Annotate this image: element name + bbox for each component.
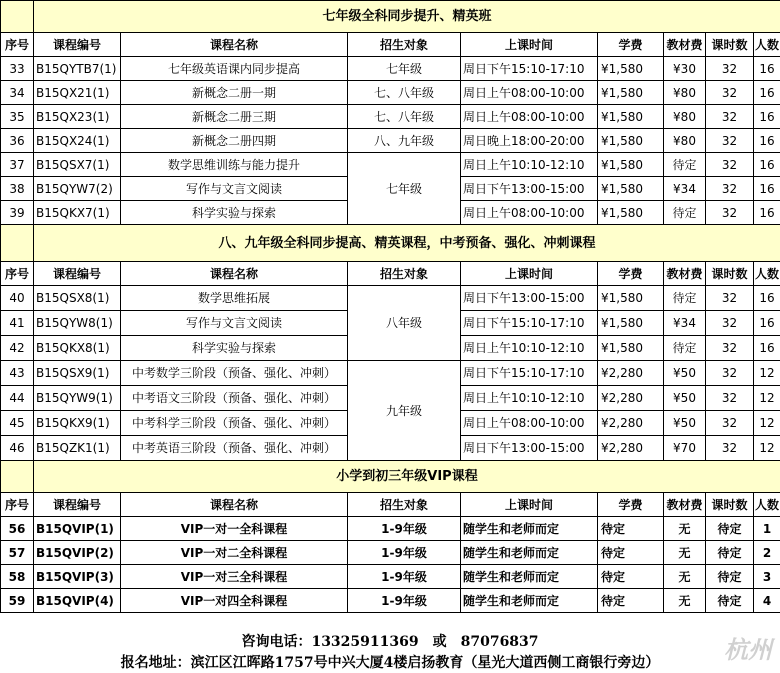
cell-time: 周日下午15:10-17:10 bbox=[461, 311, 598, 336]
cell-material: ¥50 bbox=[664, 386, 706, 411]
table-row bbox=[1, 286, 780, 311]
header-people: 人数 bbox=[754, 33, 780, 57]
cell-material: 无 bbox=[664, 517, 706, 541]
cell-code: B15QKX8(1) bbox=[34, 336, 121, 361]
cell-code: B15QYTB7(1) bbox=[34, 57, 121, 81]
header-material: 教材费 bbox=[664, 493, 706, 517]
cell-people: 1 bbox=[754, 517, 780, 541]
cell-time: 随学生和老师而定 bbox=[461, 589, 598, 613]
cell-target: 八年级 bbox=[348, 286, 461, 361]
header-target: 招生对象 bbox=[348, 33, 461, 57]
header-material: 教材费 bbox=[664, 33, 706, 57]
section-title-row bbox=[1, 1, 780, 33]
cell-hours: 32 bbox=[706, 286, 754, 311]
cell-fee: ¥1,580 bbox=[598, 201, 664, 225]
cell-material: ¥50 bbox=[664, 361, 706, 386]
cell-fee: ¥1,580 bbox=[598, 311, 664, 336]
cell-name: 新概念二册三期 bbox=[121, 105, 348, 129]
cell-time: 周日下午13:00-15:00 bbox=[461, 436, 598, 461]
cell-target: 1-9年级 bbox=[348, 541, 461, 565]
cell-time: 周日上午08:00-10:00 bbox=[461, 411, 598, 436]
cell-time: 周日下午15:10-17:10 bbox=[461, 57, 598, 81]
cell-code: B15QYW7(2) bbox=[34, 177, 121, 201]
cell-target: 1-9年级 bbox=[348, 517, 461, 541]
cell-hours: 待定 bbox=[706, 565, 754, 589]
cell-people: 16 bbox=[754, 57, 780, 81]
watermark-logo: 杭州 bbox=[724, 636, 772, 664]
section-title: 小学到初三年级VIP课程 bbox=[34, 461, 780, 493]
cell-time: 周日下午13:00-15:00 bbox=[461, 177, 598, 201]
header-time: 上课时间 bbox=[461, 262, 598, 286]
cell-fee: ¥1,580 bbox=[598, 129, 664, 153]
cell-fee: ¥1,580 bbox=[598, 153, 664, 177]
cell-material: ¥34 bbox=[664, 177, 706, 201]
table-row bbox=[1, 153, 780, 177]
cell-time: 周日上午08:00-10:00 bbox=[461, 105, 598, 129]
header-people: 人数 bbox=[754, 493, 780, 517]
header-no: 序号 bbox=[1, 33, 34, 57]
header-code: 课程编号 bbox=[34, 493, 121, 517]
cell-material: 待定 bbox=[664, 286, 706, 311]
header-target: 招生对象 bbox=[348, 493, 461, 517]
header-name: 课程名称 bbox=[121, 262, 348, 286]
cell-fee: ¥2,280 bbox=[598, 411, 664, 436]
cell-name: 科学实验与探索 bbox=[121, 336, 348, 361]
cell-name: 七年级英语课内同步提高 bbox=[121, 57, 348, 81]
header-code: 课程编号 bbox=[34, 262, 121, 286]
cell-material: ¥70 bbox=[664, 436, 706, 461]
cell-fee: ¥1,580 bbox=[598, 57, 664, 81]
header-hours: 课时数 bbox=[706, 493, 754, 517]
cell-time: 周日上午10:10-12:10 bbox=[461, 386, 598, 411]
cell-code: B15QKX9(1) bbox=[34, 411, 121, 436]
cell-time: 随学生和老师而定 bbox=[461, 565, 598, 589]
section-title-row bbox=[1, 225, 780, 262]
cell-target: 1-9年级 bbox=[348, 589, 461, 613]
cell-material: 无 bbox=[664, 541, 706, 565]
cell-time: 周日上午08:00-10:00 bbox=[461, 201, 598, 225]
cell-fee: ¥2,280 bbox=[598, 386, 664, 411]
cell-code: B15QX23(1) bbox=[34, 105, 121, 129]
cell-fee: 待定 bbox=[598, 565, 664, 589]
cell-name: 写作与文言文阅读 bbox=[121, 311, 348, 336]
title-spacer bbox=[1, 461, 34, 493]
cell-code: B15QZK1(1) bbox=[34, 436, 121, 461]
table-row bbox=[1, 589, 780, 613]
cell-name: 中考数学三阶段（预备、强化、冲刺） bbox=[121, 361, 348, 386]
cell-material: ¥80 bbox=[664, 105, 706, 129]
cell-fee: 待定 bbox=[598, 589, 664, 613]
cell-name: VIP一对二全科课程 bbox=[121, 541, 348, 565]
cell-name: 数学思维拓展 bbox=[121, 286, 348, 311]
cell-hours: 32 bbox=[706, 386, 754, 411]
table-row bbox=[1, 129, 780, 153]
header-time: 上课时间 bbox=[461, 33, 598, 57]
header-time: 上课时间 bbox=[461, 493, 598, 517]
cell-people: 12 bbox=[754, 436, 780, 461]
cell-time: 随学生和老师而定 bbox=[461, 517, 598, 541]
cell-people: 3 bbox=[754, 565, 780, 589]
cell-target: 七、八年级 bbox=[348, 81, 461, 105]
cell-fee: ¥1,580 bbox=[598, 336, 664, 361]
header-hours: 课时数 bbox=[706, 33, 754, 57]
cell-people: 16 bbox=[754, 201, 780, 225]
cell-fee: ¥1,580 bbox=[598, 286, 664, 311]
cell-material: ¥30 bbox=[664, 57, 706, 81]
cell-fee: ¥2,280 bbox=[598, 361, 664, 386]
cell-material: 无 bbox=[664, 565, 706, 589]
cell-code: B15QKX7(1) bbox=[34, 201, 121, 225]
cell-no: 39 bbox=[1, 201, 34, 225]
cell-hours: 32 bbox=[706, 105, 754, 129]
cell-code: B15QVIP(3) bbox=[34, 565, 121, 589]
cell-time: 周日上午10:10-12:10 bbox=[461, 336, 598, 361]
cell-people: 16 bbox=[754, 336, 780, 361]
cell-time: 周日下午13:00-15:00 bbox=[461, 286, 598, 311]
table-row bbox=[1, 105, 780, 129]
cell-people: 16 bbox=[754, 153, 780, 177]
header-target: 招生对象 bbox=[348, 262, 461, 286]
cell-fee: ¥2,280 bbox=[598, 436, 664, 461]
cell-hours: 32 bbox=[706, 311, 754, 336]
header-hours: 课时数 bbox=[706, 262, 754, 286]
cell-no: 42 bbox=[1, 336, 34, 361]
cell-no: 37 bbox=[1, 153, 34, 177]
cell-people: 16 bbox=[754, 129, 780, 153]
table-row bbox=[1, 565, 780, 589]
header-fee: 学费 bbox=[598, 262, 664, 286]
header-fee: 学费 bbox=[598, 493, 664, 517]
title-spacer bbox=[1, 1, 34, 33]
cell-fee: 待定 bbox=[598, 541, 664, 565]
contact-phone: 咨询电话：13325911369 或 87076837 bbox=[241, 634, 539, 650]
column-header-row bbox=[1, 493, 780, 517]
cell-hours: 32 bbox=[706, 177, 754, 201]
cell-time: 周日上午08:00-10:00 bbox=[461, 81, 598, 105]
registration-address: 报名地址：滨江区江晖路1757号中兴大厦4楼启扬教育（星光大道西侧工商银行旁边） bbox=[120, 655, 660, 671]
cell-hours: 待定 bbox=[706, 517, 754, 541]
cell-name: 新概念二册一期 bbox=[121, 81, 348, 105]
cell-target: 七、八年级 bbox=[348, 105, 461, 129]
header-no: 序号 bbox=[1, 262, 34, 286]
cell-no: 34 bbox=[1, 81, 34, 105]
column-header-row bbox=[1, 262, 780, 286]
cell-code: B15QVIP(1) bbox=[34, 517, 121, 541]
cell-no: 38 bbox=[1, 177, 34, 201]
cell-hours: 32 bbox=[706, 411, 754, 436]
cell-people: 16 bbox=[754, 81, 780, 105]
cell-people: 16 bbox=[754, 311, 780, 336]
cell-material: 待定 bbox=[664, 336, 706, 361]
cell-no: 46 bbox=[1, 436, 34, 461]
cell-material: ¥80 bbox=[664, 129, 706, 153]
cell-code: B15QX24(1) bbox=[34, 129, 121, 153]
cell-fee: 待定 bbox=[598, 517, 664, 541]
course-table-body bbox=[1, 1, 780, 613]
cell-people: 16 bbox=[754, 177, 780, 201]
cell-fee: ¥1,580 bbox=[598, 177, 664, 201]
cell-name: 新概念二册四期 bbox=[121, 129, 348, 153]
cell-hours: 32 bbox=[706, 153, 754, 177]
cell-no: 36 bbox=[1, 129, 34, 153]
cell-name: 数学思维训练与能力提升 bbox=[121, 153, 348, 177]
cell-fee: ¥1,580 bbox=[598, 105, 664, 129]
cell-name: VIP一对四全科课程 bbox=[121, 589, 348, 613]
header-name: 课程名称 bbox=[121, 33, 348, 57]
cell-people: 2 bbox=[754, 541, 780, 565]
cell-hours: 32 bbox=[706, 81, 754, 105]
cell-hours: 待定 bbox=[706, 589, 754, 613]
cell-people: 16 bbox=[754, 105, 780, 129]
cell-material: 待定 bbox=[664, 201, 706, 225]
table-row bbox=[1, 57, 780, 81]
cell-time: 随学生和老师而定 bbox=[461, 541, 598, 565]
cell-no: 56 bbox=[1, 517, 34, 541]
cell-name: 科学实验与探索 bbox=[121, 201, 348, 225]
cell-hours: 32 bbox=[706, 201, 754, 225]
cell-name: VIP一对三全科课程 bbox=[121, 565, 348, 589]
header-material: 教材费 bbox=[664, 262, 706, 286]
cell-no: 59 bbox=[1, 589, 34, 613]
cell-people: 12 bbox=[754, 411, 780, 436]
cell-target: 七年级 bbox=[348, 153, 461, 225]
table-row bbox=[1, 517, 780, 541]
table-row bbox=[1, 361, 780, 386]
cell-code: B15QX21(1) bbox=[34, 81, 121, 105]
cell-no: 57 bbox=[1, 541, 34, 565]
cell-no: 40 bbox=[1, 286, 34, 311]
cell-material: 无 bbox=[664, 589, 706, 613]
cell-target: 八、九年级 bbox=[348, 129, 461, 153]
section-title: 七年级全科同步提升、精英班 bbox=[34, 1, 780, 33]
cell-material: 待定 bbox=[664, 153, 706, 177]
cell-no: 41 bbox=[1, 311, 34, 336]
cell-no: 45 bbox=[1, 411, 34, 436]
cell-no: 35 bbox=[1, 105, 34, 129]
cell-name: 中考科学三阶段（预备、强化、冲刺） bbox=[121, 411, 348, 436]
cell-name: VIP一对一全科课程 bbox=[121, 517, 348, 541]
header-fee: 学费 bbox=[598, 33, 664, 57]
cell-code: B15QSX8(1) bbox=[34, 286, 121, 311]
cell-target: 九年级 bbox=[348, 361, 461, 461]
cell-material: ¥80 bbox=[664, 81, 706, 105]
cell-hours: 32 bbox=[706, 436, 754, 461]
cell-code: B15QSX7(1) bbox=[34, 153, 121, 177]
cell-code: B15QSX9(1) bbox=[34, 361, 121, 386]
cell-code: B15QVIP(4) bbox=[34, 589, 121, 613]
cell-time: 周日下午15:10-17:10 bbox=[461, 361, 598, 386]
cell-name: 中考语文三阶段（预备、强化、冲刺） bbox=[121, 386, 348, 411]
cell-hours: 32 bbox=[706, 361, 754, 386]
cell-no: 33 bbox=[1, 57, 34, 81]
column-header-row bbox=[1, 33, 780, 57]
cell-hours: 32 bbox=[706, 336, 754, 361]
title-spacer bbox=[1, 225, 34, 262]
cell-no: 58 bbox=[1, 565, 34, 589]
cell-name: 写作与文言文阅读 bbox=[121, 177, 348, 201]
cell-target: 1-9年级 bbox=[348, 565, 461, 589]
cell-name: 中考英语三阶段（预备、强化、冲刺） bbox=[121, 436, 348, 461]
cell-code: B15QVIP(2) bbox=[34, 541, 121, 565]
section-title: 八、九年级全科同步提高、精英课程，中考预备、强化、冲刺课程 bbox=[34, 225, 780, 262]
cell-people: 12 bbox=[754, 386, 780, 411]
cell-time: 周日上午10:10-12:10 bbox=[461, 153, 598, 177]
cell-hours: 32 bbox=[706, 57, 754, 81]
cell-hours: 待定 bbox=[706, 541, 754, 565]
cell-people: 12 bbox=[754, 361, 780, 386]
cell-fee: ¥1,580 bbox=[598, 81, 664, 105]
cell-time: 周日晚上18:00-20:00 bbox=[461, 129, 598, 153]
footer bbox=[0, 628, 780, 673]
cell-people: 16 bbox=[754, 286, 780, 311]
cell-hours: 32 bbox=[706, 129, 754, 153]
cell-code: B15QYW8(1) bbox=[34, 311, 121, 336]
cell-no: 43 bbox=[1, 361, 34, 386]
cell-people: 4 bbox=[754, 589, 780, 613]
section-title-row bbox=[1, 461, 780, 493]
header-name: 课程名称 bbox=[121, 493, 348, 517]
table-row bbox=[1, 541, 780, 565]
cell-material: ¥34 bbox=[664, 311, 706, 336]
header-people: 人数 bbox=[754, 262, 780, 286]
header-code: 课程编号 bbox=[34, 33, 121, 57]
cell-material: ¥50 bbox=[664, 411, 706, 436]
cell-code: B15QYW9(1) bbox=[34, 386, 121, 411]
table-row bbox=[1, 81, 780, 105]
header-no: 序号 bbox=[1, 493, 34, 517]
cell-no: 44 bbox=[1, 386, 34, 411]
cell-target: 七年级 bbox=[348, 57, 461, 81]
